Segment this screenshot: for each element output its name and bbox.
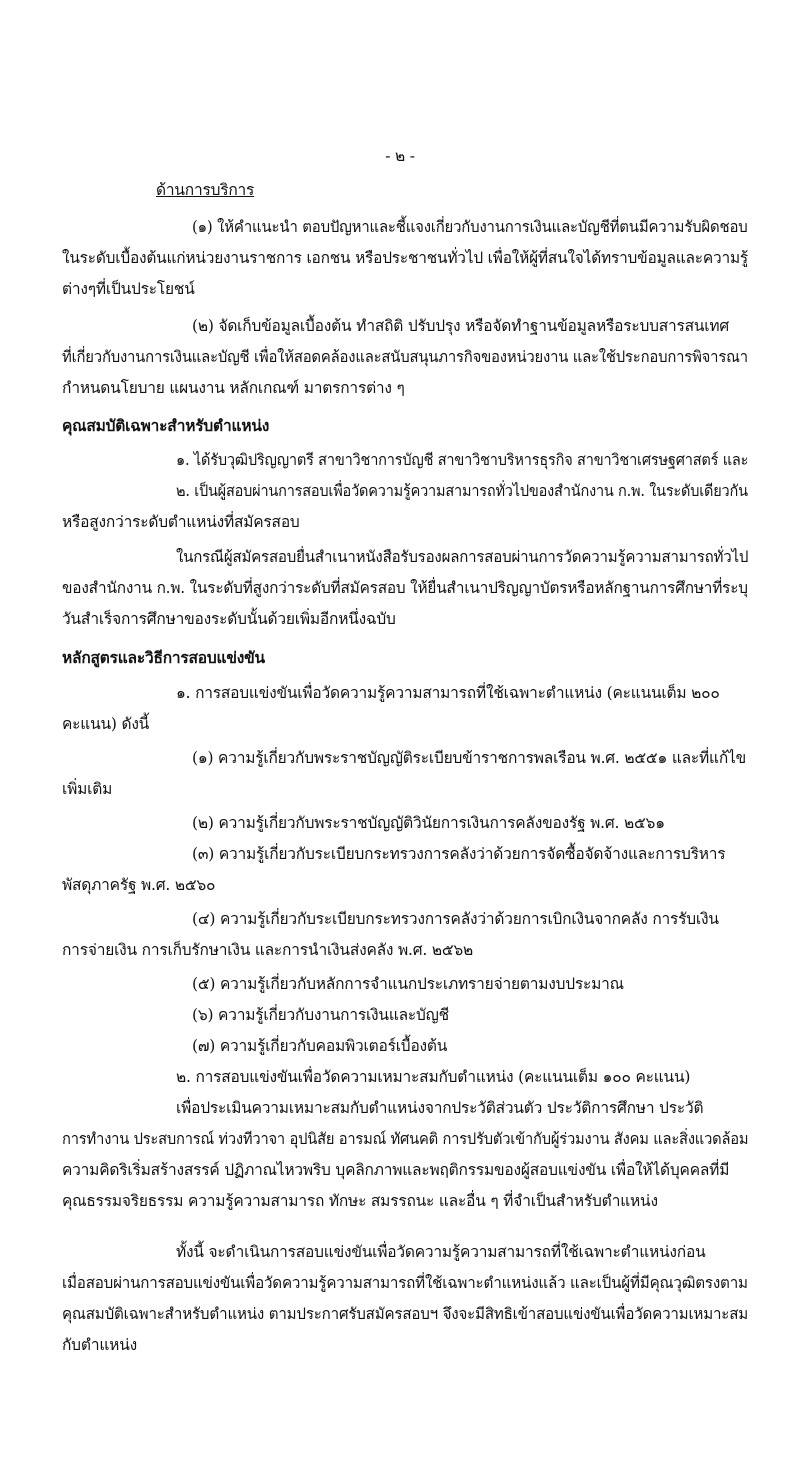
service-item-2-line-3: กำหนดนโยบาย แผนงาน หลักเกณฑ์ มาตรการต่าง ๆ — [62, 379, 405, 397]
closing-line-4: กับตำแหน่ง — [62, 1336, 137, 1354]
service-item-1-line-1: (๑) ให้คำแนะนำ ตอบปัญหาและชี้แจงเกี่ยวกับงานการเงินและบัญชีที่ตนมีความรับผิดชอบ — [192, 218, 748, 236]
service-item-2-line-1: (๒) จัดเก็บข้อมูลเบื้องต้น ทำสถิติ ปรับปรุง หรือจัดทำฐานข้อมูลหรือระบบสารสนเทศ — [192, 317, 730, 335]
curriculum-heading: หลักสูตรและวิธีการสอบแข่งขัน — [62, 649, 265, 667]
qualifications-heading: คุณสมบัติเฉพาะสำหรับตำแหน่ง — [62, 417, 270, 435]
closing-line-1: ทั้งนี้ จะดำเนินการสอบแข่งขันเพื่อวัดความรู้ความสามารถที่ใช้เฉพาะตำแหน่งก่อน — [176, 1243, 706, 1261]
qualification-2-line-1: ๒. เป็นผู้สอบผ่านการสอบเพื่อวัดความรู้ความสามารถทั่วไปของสำนักงาน ก.พ. ในระดับเดียวกัน — [176, 482, 748, 500]
service-item-2-line-2: ที่เกี่ยวกับงานการเงินและบัญชี เพื่อให้สอดคล้องและสนับสนุนภารกิจของหน่วยงาน และใช้ประกอบการพิจารณา — [62, 348, 748, 366]
subject-1-line-2: เพิ่มเติม — [62, 780, 113, 798]
service-heading: ด้านการบริการ — [156, 181, 255, 199]
service-item-1-line-2: ในระดับเบื้องต้นแก่หน่วยงานราชการ เอกชน หรือประชาชนทั่วไป เพื่อให้ผู้ที่สนใจได้ทราบข้อมูลและความรู้ — [62, 249, 749, 267]
page-number: - ๒ - — [385, 147, 415, 165]
subject-3-line-2: พัสดุภาครัฐ พ.ศ. ๒๕๖๐ — [62, 876, 216, 894]
subject-7: (๗) ความรู้เกี่ยวกับคอมพิวเตอร์เบื้องต้น — [192, 1037, 448, 1055]
part-2-desc-line-2: การทำงาน ประสบการณ์ ท่วงทีวาจา อุปนิสัย อารมณ์ ทัศนคติ การปรับตัวเข้ากับผู้ร่วมงาน สังคม และสิ่งแวดล้อม — [62, 1130, 749, 1148]
curriculum-part-2: ๒. การสอบแข่งขันเพื่อวัดความเหมาะสมกับตำแหน่ง (คะแนนเต็ม ๑๐๐ คะแนน) — [176, 1068, 691, 1086]
subject-5: (๕) ความรู้เกี่ยวกับหลักการจำแนกประเภทรายจ่ายตามงบประมาณ — [192, 975, 624, 993]
subject-4-line-1: (๔) ความรู้เกี่ยวกับระเบียบกระทรวงการคลังว่าด้วยการเบิกเงินจากคลัง การรับเงิน — [192, 910, 719, 928]
qualification-1: ๑. ได้รับวุฒิปริญญาตรี สาขาวิชาการบัญชี สาขาวิชาบริหารธุรกิจ สาขาวิชาเศรษฐศาสตร์ และ — [176, 451, 749, 469]
subject-3-line-1: (๓) ความรู้เกี่ยวกับระเบียบกระทรวงการคลังว่าด้วยการจัดซื้อจัดจ้างและการบริหาร — [192, 845, 726, 863]
closing-line-3: คุณสมบัติเฉพาะสำหรับตำแหน่ง ตามประกาศรับสมัครสอบฯ จึงจะมีสิทธิเข้าสอบแข่งขันเพื่อวัดความเหมาะสม — [62, 1305, 749, 1323]
subject-4-line-2: การจ่ายเงิน การเก็บรักษาเงิน และการนำเงินส่งคลัง พ.ศ. ๒๕๖๒ — [62, 941, 474, 959]
curriculum-part-1-line-2: คะแนน) ดังนี้ — [62, 715, 150, 733]
qualification-2-line-2: หรือสูงกว่าระดับตำแหน่งที่สมัครสอบ — [62, 513, 300, 531]
subject-6: (๖) ความรู้เกี่ยวกับงานการเงินและบัญชี — [192, 1006, 449, 1024]
closing-line-2: เมื่อสอบผ่านการสอบแข่งขันเพื่อวัดความรู้ความสามารถที่ใช้เฉพาะตำแหน่งแล้ว และเป็นผู้ที่มีคุณวุฒิตรงตาม — [62, 1274, 748, 1292]
qualification-note-line-2: ของสำนักงาน ก.พ. ในระดับที่สูงกว่าระดับที่สมัครสอบ ให้ยื่นสำเนาปริญญาบัตรหรือหลักฐานการศึกษาที่ระบุ — [62, 579, 748, 597]
curriculum-part-1-line-1: ๑. การสอบแข่งขันเพื่อวัดความรู้ความสามารถที่ใช้เฉพาะตำแหน่ง (คะแนนเต็ม ๒๐๐ — [176, 684, 720, 702]
qualification-note-line-1: ในกรณีผู้สมัครสอบยื่นสำเนาหนังสือรับรองผลการสอบผ่านการวัดความรู้ความสามารถทั่วไป — [176, 548, 749, 566]
part-2-desc-line-4: คุณธรรมจริยธรรม ความรู้ความสามารถ ทักษะ สมรรถนะ และอื่น ๆ ที่จำเป็นสำหรับตำแหน่ง — [62, 1192, 658, 1210]
part-2-desc-line-1: เพื่อประเมินความเหมาะสมกับตำแหน่งจากประวัติส่วนตัว ประวัติการศึกษา ประวัติ — [176, 1099, 704, 1117]
qualification-note-line-3: วันสำเร็จการศึกษาของระดับนั้นด้วยเพิ่มอีกหนึ่งฉบับ — [62, 610, 396, 628]
subject-2: (๒) ความรู้เกี่ยวกับพระราชบัญญัติวินัยการเงินการคลังของรัฐ พ.ศ. ๒๕๖๑ — [192, 814, 665, 832]
subject-1-line-1: (๑) ความรู้เกี่ยวกับพระราชบัญญัติระเบียบข้าราชการพลเรือน พ.ศ. ๒๕๕๑ และที่แก้ไข — [192, 749, 747, 767]
service-item-1-line-3: ต่างๆที่เป็นประโยชน์ — [62, 280, 195, 298]
part-2-desc-line-3: ความคิดริเริ่มสร้างสรรค์ ปฏิภาณไหวพริบ บุคลิกภาพและพฤติกรรมของผู้สอบแข่งขัน เพื่อให้ได้บุคคลที่มี — [62, 1161, 730, 1179]
